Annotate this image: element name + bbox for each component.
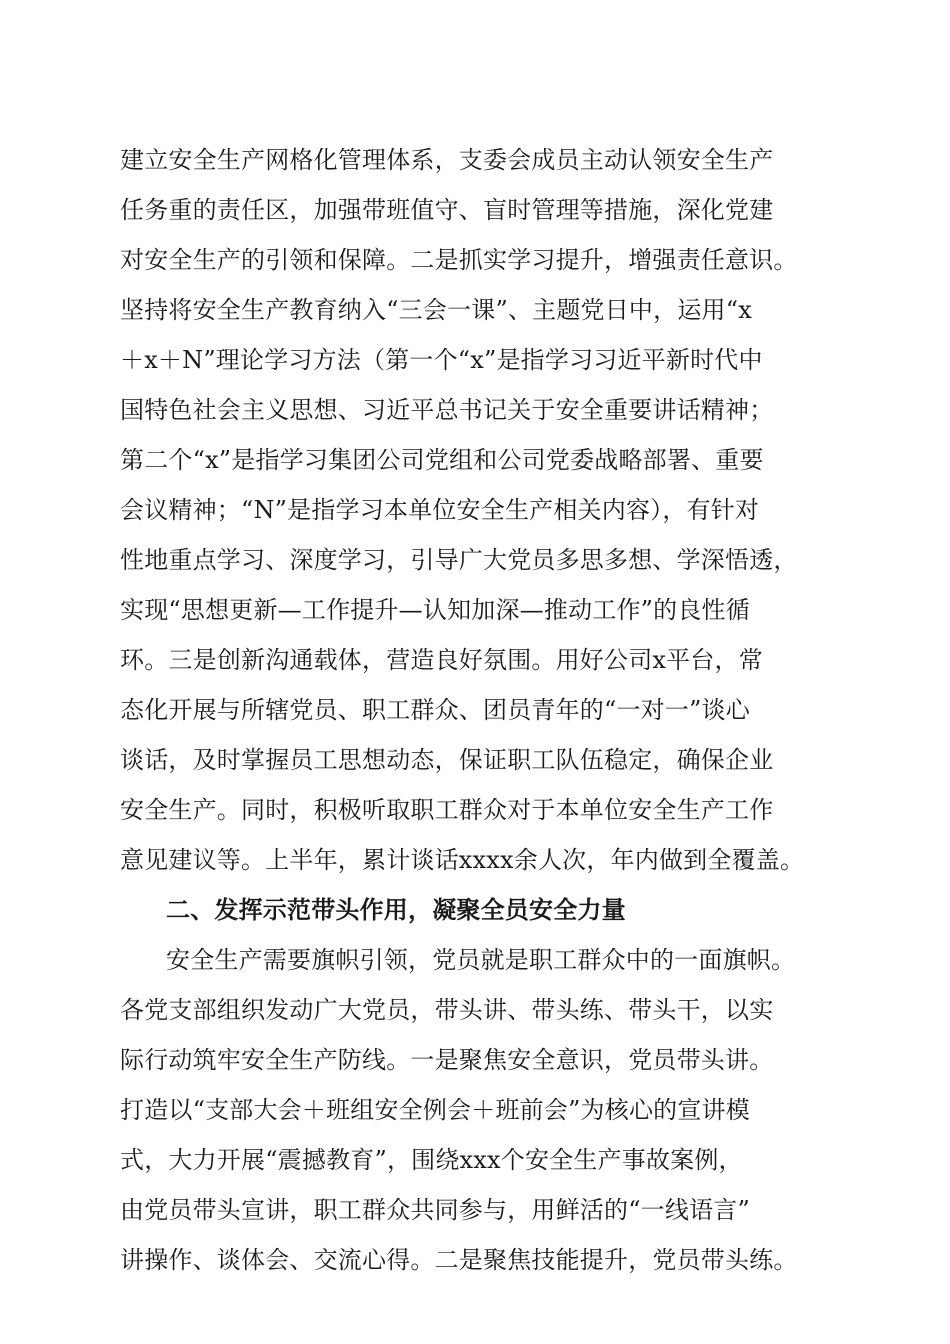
section-heading: 二、发挥示范带头作用，凝聚全员安全力量 (166, 896, 626, 924)
paragraph-line: 际行动筑牢安全生产防线。一是聚焦安全意识，党员带头讲。 (120, 1046, 774, 1074)
paragraph-line: 实现“思想更新—工作提升—认知加深—推动工作”的良性循 (120, 596, 750, 624)
paragraph-line: 会议精神；“N”是指学习本单位安全生产相关内容），有针对 (120, 496, 760, 524)
paragraph-line: 安全生产。同时，积极听取职工群众对于本单位安全生产工作 (120, 796, 774, 824)
paragraph-line: ＋x＋N”理论学习方法（第一个“x”是指学习习近平新时代中 (120, 346, 763, 374)
paragraph-line: 讲操作、谈体会、交流心得。二是聚焦技能提升，党员带头练。 (120, 1246, 798, 1274)
paragraph-line: 建立安全生产网格化管理体系，支委会成员主动认领安全生产 (120, 146, 774, 174)
paragraph-line: 第二个“x”是指学习集团公司党组和公司党委战略部署、重要 (120, 446, 764, 474)
paragraph-line: 环。三是创新沟通载体，营造良好氛围。用好公司x平台，常 (120, 646, 763, 674)
paragraph-line: 态化开展与所辖党员、职工群众、团员青年的“一对一”谈心 (120, 696, 750, 724)
paragraph-line: 任务重的责任区，加强带班值守、盲时管理等措施，深化党建 (120, 196, 774, 224)
paragraph-line: 性地重点学习、深度学习，引导广大党员多思多想、学深悟透， (120, 546, 798, 574)
paragraph-line: 各党支部组织发动广大党员，带头讲、带头练、带头干，以实 (120, 996, 774, 1024)
paragraph-line: 对安全生产的引领和保障。二是抓实学习提升，增强责任意识。 (120, 246, 798, 274)
paragraph-line: 意见建议等。上半年，累计谈话xxxx余人次，年内做到全覆盖。 (120, 846, 805, 874)
paragraph-line: 打造以“支部大会＋班组安全例会＋班前会”为核心的宣讲模 (120, 1096, 750, 1124)
paragraph-line: 谈话，及时掌握员工思想动态，保证职工队伍稳定，确保企业 (120, 746, 774, 774)
paragraph-line: 安全生产需要旗帜引领，党员就是职工群众中的一面旗帜。 (166, 946, 796, 974)
paragraph-line: 由党员带头宣讲，职工群众共同参与，用鲜活的“一线语言” (120, 1196, 750, 1224)
paragraph-line: 国特色社会主义思想、习近平总书记关于安全重要讲话精神； (120, 396, 774, 424)
paragraph-line: 式，大力开展“震撼教育”，围绕xxx个安全生产事故案例， (120, 1146, 743, 1174)
paragraph-line: 坚持将安全生产教育纳入“三会一课”、主题党日中，运用“x (120, 296, 752, 324)
